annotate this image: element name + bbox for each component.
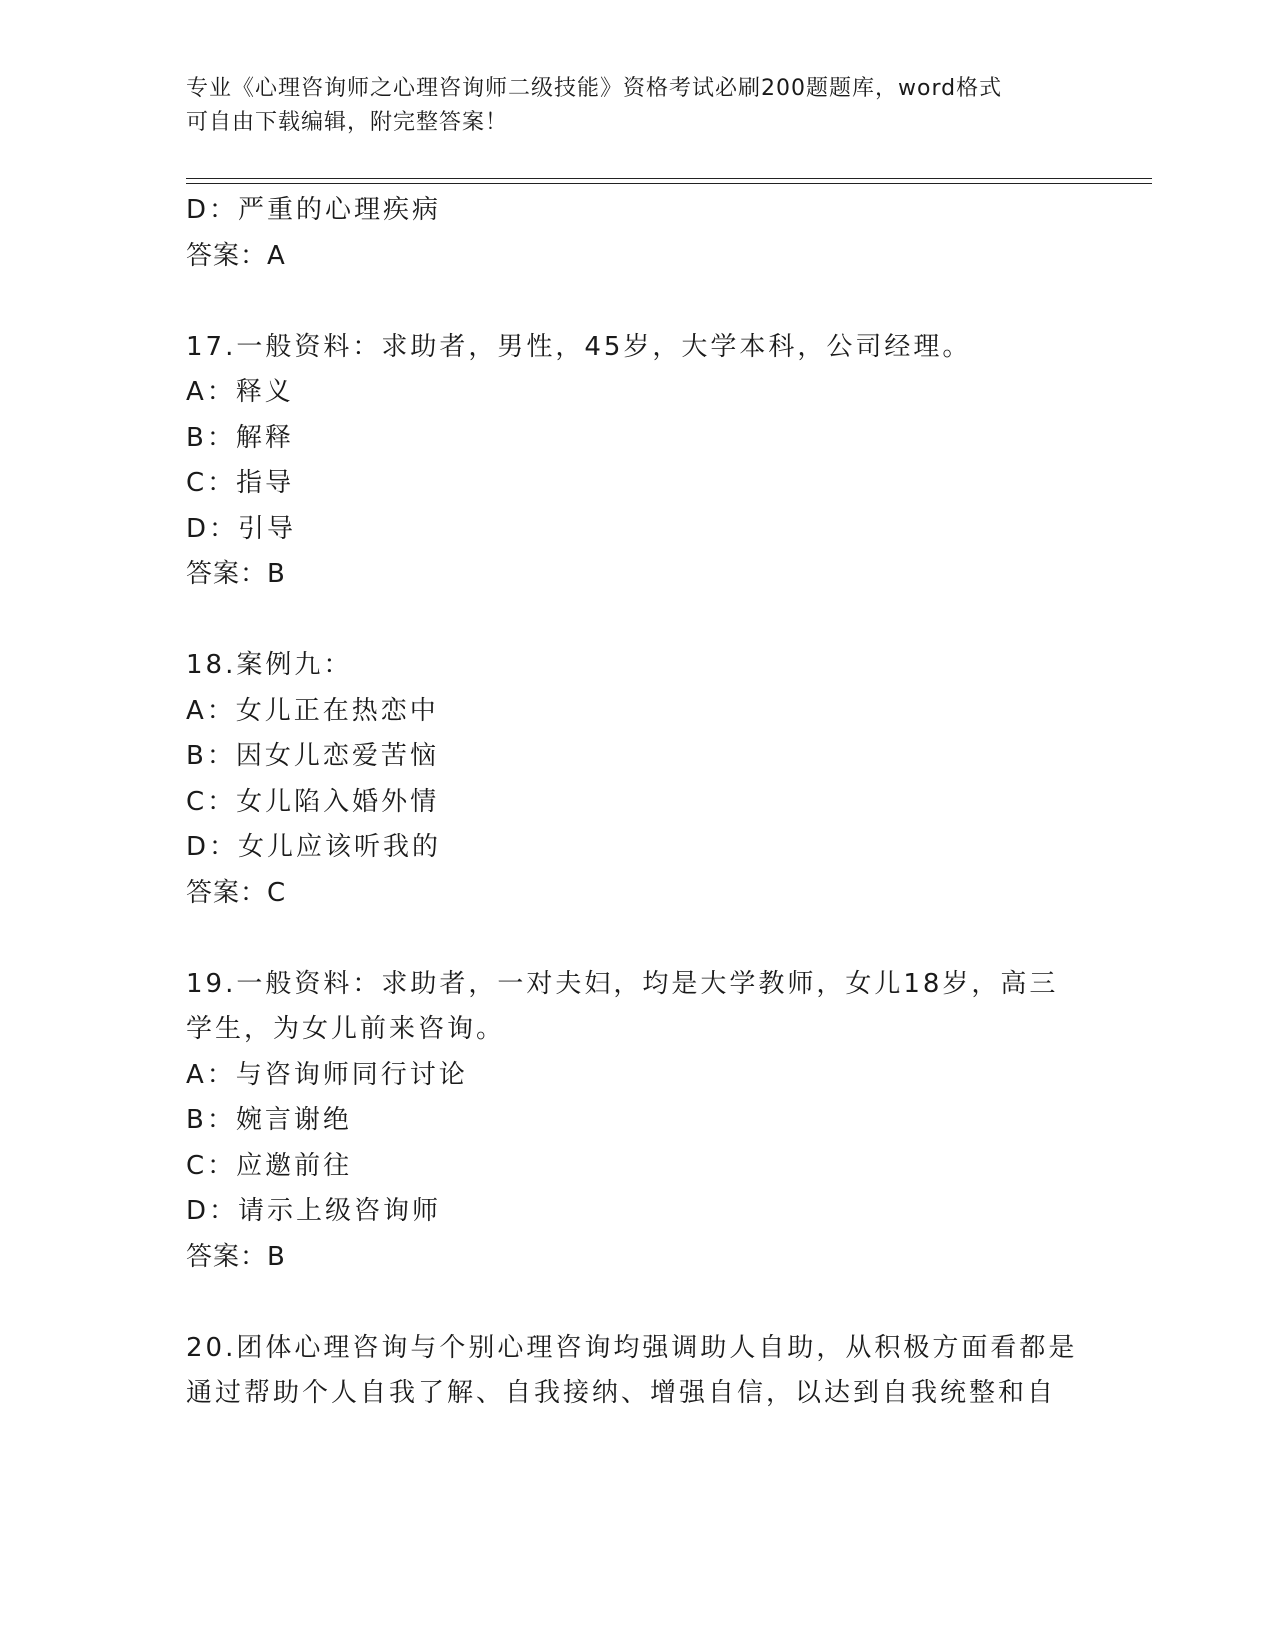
- question-20: [186, 1326, 1086, 1417]
- spacer: [186, 1280, 1086, 1326]
- option-d: D：严重的心理疾病: [186, 195, 442, 225]
- option-d: D：请示上级咨询师: [186, 1196, 442, 1226]
- question-stem-line-1: 20.团体心理咨询与个别心理咨询均强调助人自助，从积极方面看都是: [186, 1332, 1078, 1363]
- question-list: [186, 188, 1086, 1417]
- option-b: B：因女儿恋爱苦恼: [186, 741, 439, 771]
- option-b: B：解释: [186, 422, 294, 453]
- question-stem-line-2: 学生，为女儿前来咨询。: [186, 1014, 506, 1044]
- option-d: D：引导: [186, 513, 297, 544]
- option-d: D：女儿应该听我的: [186, 832, 442, 862]
- option-c: C：应邀前往: [186, 1150, 353, 1181]
- option-b: B：婉言谢绝: [186, 1105, 352, 1135]
- option-a: A：与咨询师同行讨论: [186, 1059, 468, 1090]
- option-c: C：女儿陷入婚外情: [186, 786, 440, 817]
- spacer: [186, 916, 1086, 962]
- question-19: [186, 962, 1086, 1281]
- question-stem: 18.案例九：: [186, 650, 353, 680]
- answer-line: 答案：A: [186, 240, 286, 271]
- header-title-line-1: 专业《心理咨询师之心理咨询师二级技能》资格考试必刷200题题库，word格式: [186, 76, 1003, 101]
- option-c: C：指导: [186, 468, 295, 498]
- question-16: [186, 188, 1086, 279]
- question-18: [186, 643, 1086, 916]
- answer-line: 答案：B: [186, 1241, 286, 1272]
- question-stem-line-2: 通过帮助个人自我了解、自我接纳、增强自信，以达到自我统整和自: [186, 1378, 1057, 1408]
- answer-line: 答案：C: [186, 877, 287, 908]
- answer-line: 答案：B: [186, 559, 286, 589]
- document-header: [186, 72, 1086, 140]
- header-divider-bottom: [186, 183, 1152, 184]
- header-divider-top: [186, 178, 1152, 179]
- option-a: A：女儿正在热恋中: [186, 695, 439, 726]
- question-17: [186, 325, 1086, 598]
- spacer: [186, 598, 1086, 644]
- question-stem-line-1: 19.一般资料：求助者，一对夫妇，均是大学教师，女儿18岁，高三: [186, 968, 1059, 999]
- spacer: [186, 279, 1086, 325]
- header-title-line-2: 可自由下载编辑，附完整答案！: [186, 110, 509, 135]
- question-stem: 17.一般资料：求助者，男性，45岁，大学本科，公司经理。: [186, 331, 972, 362]
- option-a: A：释义: [186, 377, 294, 407]
